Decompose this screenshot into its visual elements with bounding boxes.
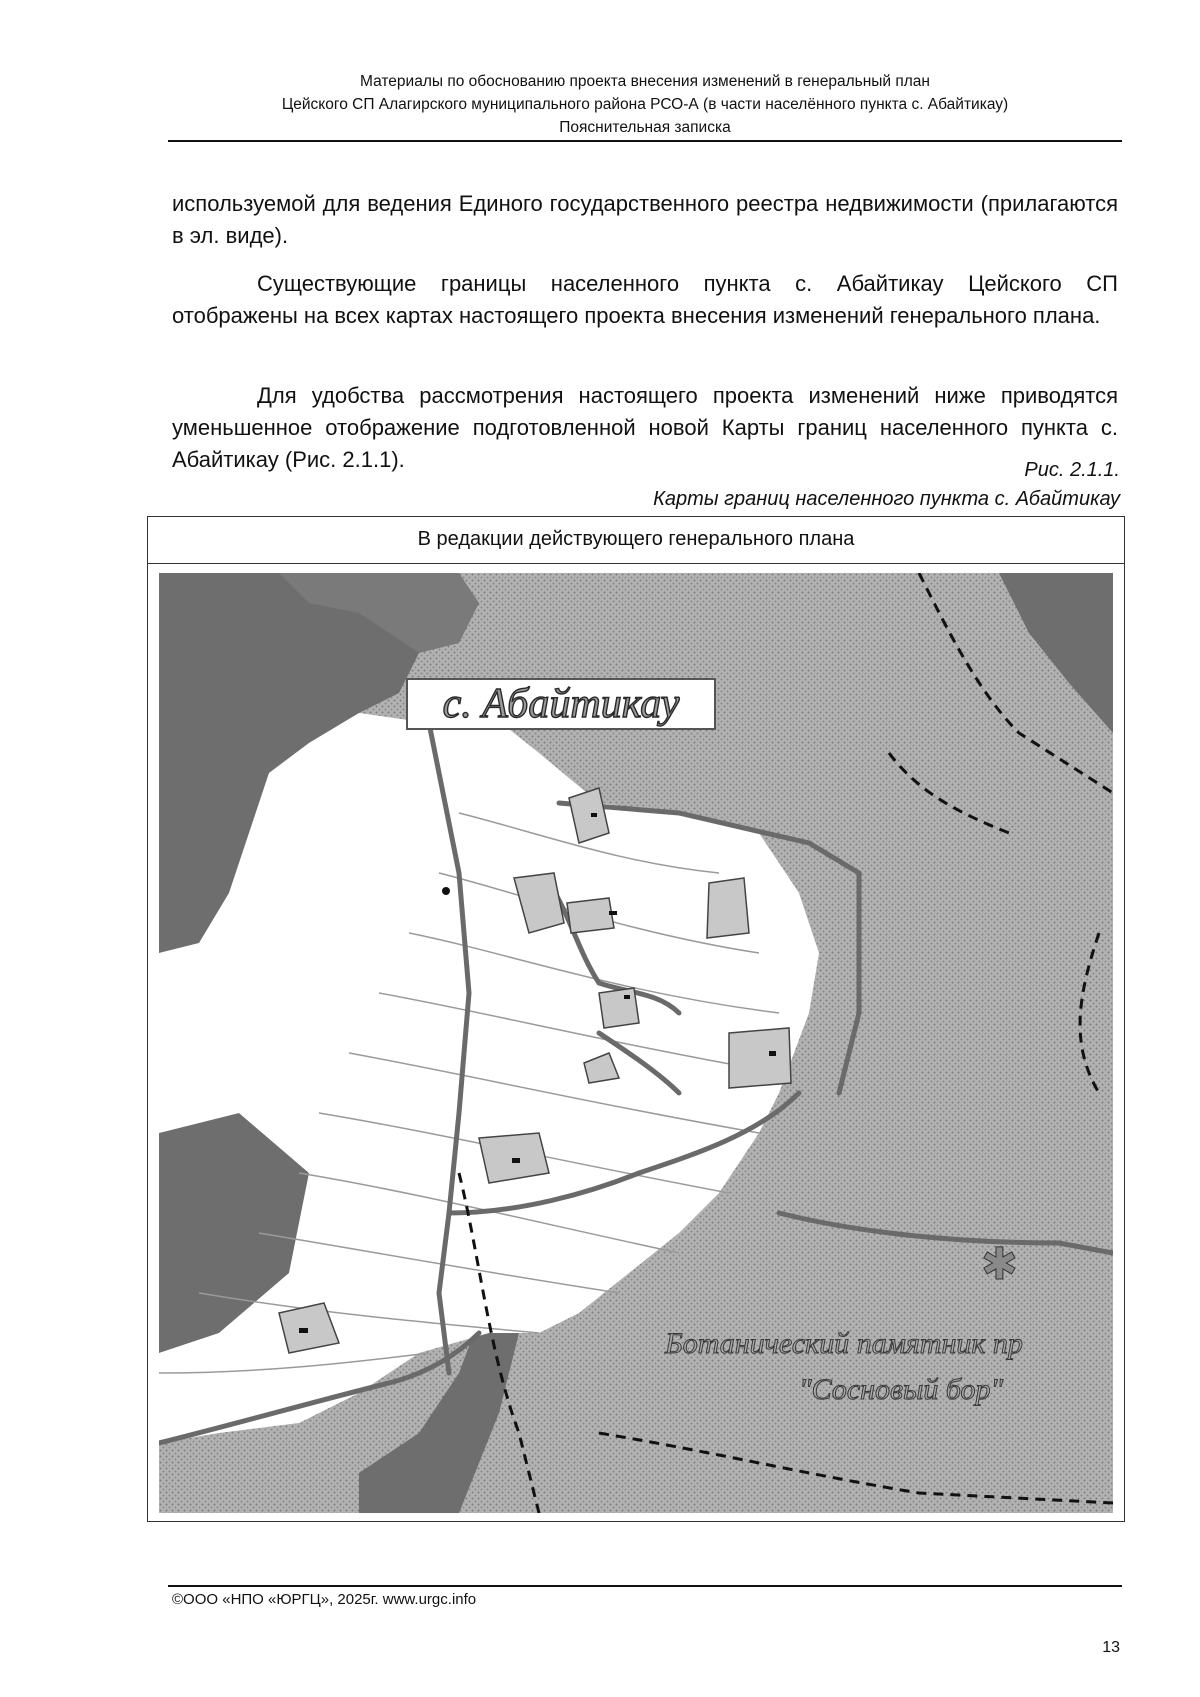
paragraph-1: используемой для ведения Единого государственного реестра недвижимости (прилагаются в эл. виде). bbox=[172, 191, 1118, 248]
footer-divider bbox=[168, 1585, 1122, 1587]
header-line-2: Цейского СП Алагирского муниципального района РСО-А (в части населённого пункта с. Абайтикау) bbox=[281, 96, 1009, 113]
header-line-1: Материалы по обоснованию проекта внесения изменений в генеральный план bbox=[360, 73, 930, 90]
header-line-3: Пояснительная записка bbox=[559, 119, 731, 136]
monument-label-line-1: Ботанический памятник пр bbox=[665, 1327, 1023, 1360]
paragraph-2: Существующие границы населенного пункта с. Абайтикау Цейского СП отображены на всех картах настоящего проекта внесения изменений генерального плана. bbox=[172, 271, 1118, 328]
footer-copyright: ©ООО «НПО «ЮРГЦ», 2025г. www.urgc.info bbox=[172, 1591, 477, 1608]
figure-panel-title: В редакции действующего генерального плана bbox=[148, 517, 1124, 564]
running-header bbox=[168, 70, 1122, 139]
figure-frame bbox=[147, 516, 1125, 1522]
monument-asterisk-icon: ✱ bbox=[981, 1239, 1018, 1290]
settlement-label: с. Абайтикау bbox=[442, 681, 680, 727]
settlement-label-box bbox=[407, 679, 715, 729]
figure-number: Рис. 2.1.1. bbox=[1024, 459, 1120, 481]
paragraph-3: Для удобства рассмотрения настоящего проекта изменений ниже приводятся уменьшенное отображение подготовленной новой Карты границ населенного пункта с. Абайтикау (Рис. 2.1.1). bbox=[172, 383, 1118, 472]
monument-label-line-2: "Сосновый бор" bbox=[799, 1373, 1004, 1406]
settlement-boundary-map bbox=[159, 573, 1113, 1513]
header-divider bbox=[168, 140, 1122, 142]
page-number: 13 bbox=[1102, 1639, 1120, 1656]
figure-caption: Карты границ населенного пункта с. Абайтикау bbox=[653, 488, 1120, 510]
